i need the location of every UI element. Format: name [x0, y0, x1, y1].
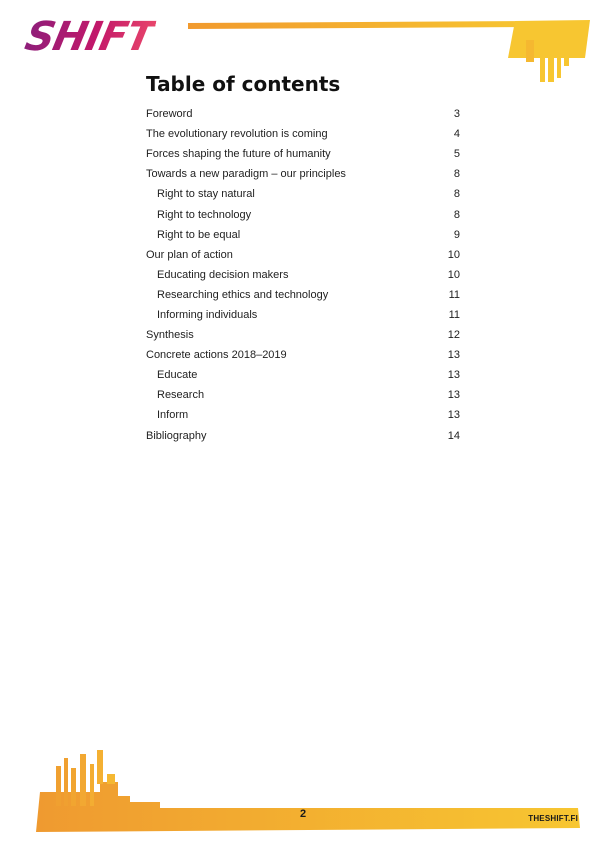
toc-entry[interactable] — [146, 345, 460, 365]
toc-entry-title: The evolutionary revolution is coming — [146, 128, 328, 141]
website-link[interactable]: THESHIFT.FI — [528, 814, 578, 823]
shift-logo: SHIFT — [21, 14, 158, 60]
toc-entry[interactable] — [146, 365, 460, 385]
toc-entry-page: 11 — [448, 308, 460, 321]
toc-entry-title: Research — [157, 389, 205, 402]
toc-entry-title: Forces shaping the future of humanity — [146, 148, 331, 161]
toc-entry[interactable] — [146, 164, 460, 184]
toc-entry-title: Informing individuals — [157, 308, 258, 321]
toc-entry[interactable] — [146, 144, 460, 164]
toc-entry-title: Synthesis — [146, 329, 194, 342]
toc-entry-page: 4 — [453, 128, 460, 141]
toc-entry-title: Educating decision makers — [157, 268, 289, 281]
toc-entry-title: Researching ethics and technology — [157, 288, 329, 301]
toc-entry-page: 3 — [453, 108, 460, 121]
toc-entry-page: 10 — [447, 248, 460, 261]
toc-entry-title: Bibliography — [146, 429, 207, 442]
page-number: 2 — [299, 808, 307, 820]
toc-entry-title: Our plan of action — [146, 248, 233, 261]
toc-entry-title: Foreword — [146, 108, 193, 121]
toc-entry[interactable] — [146, 124, 460, 144]
toc-entry[interactable] — [146, 184, 460, 204]
table-of-contents — [146, 104, 460, 446]
toc-entry-title: Educate — [157, 369, 198, 382]
toc-entry-page: 13 — [447, 349, 460, 362]
toc-entry-page: 5 — [453, 148, 460, 161]
toc-entry[interactable] — [146, 305, 460, 325]
toc-entry-page: 14 — [447, 429, 460, 442]
toc-entry-page: 13 — [447, 409, 460, 422]
toc-entry-page: 11 — [448, 288, 460, 301]
toc-entry-page: 9 — [453, 228, 460, 241]
toc-entry[interactable] — [146, 225, 460, 245]
toc-entry-page: 10 — [447, 268, 460, 281]
toc-entry[interactable] — [146, 426, 460, 446]
toc-entry-page: 13 — [447, 369, 460, 382]
toc-entry-title: Inform — [157, 409, 189, 422]
toc-entry-page: 8 — [453, 168, 460, 181]
toc-entry[interactable] — [146, 405, 460, 425]
toc-entry-title: Right to be equal — [157, 228, 241, 241]
toc-entry[interactable] — [146, 265, 460, 285]
toc-entry[interactable] — [146, 204, 460, 224]
footer-decoration — [0, 740, 606, 840]
toc-entry-page: 8 — [453, 208, 460, 221]
toc-entry-title: Right to technology — [157, 208, 252, 221]
toc-entry-page: 8 — [453, 188, 460, 201]
toc-entry-title: Concrete actions 2018–2019 — [146, 349, 287, 362]
toc-entry-title: Right to stay natural — [157, 188, 255, 201]
toc-entry[interactable] — [146, 325, 460, 345]
toc-entry[interactable] — [146, 104, 460, 124]
toc-entry-page: 13 — [447, 389, 460, 402]
toc-entry[interactable] — [146, 245, 460, 265]
toc-entry[interactable] — [146, 285, 460, 305]
page-title: Table of contents — [146, 72, 341, 96]
toc-entry-title: Towards a new paradigm – our principles — [146, 168, 346, 181]
toc-entry-page: 12 — [447, 329, 460, 342]
toc-entry[interactable] — [146, 385, 460, 405]
